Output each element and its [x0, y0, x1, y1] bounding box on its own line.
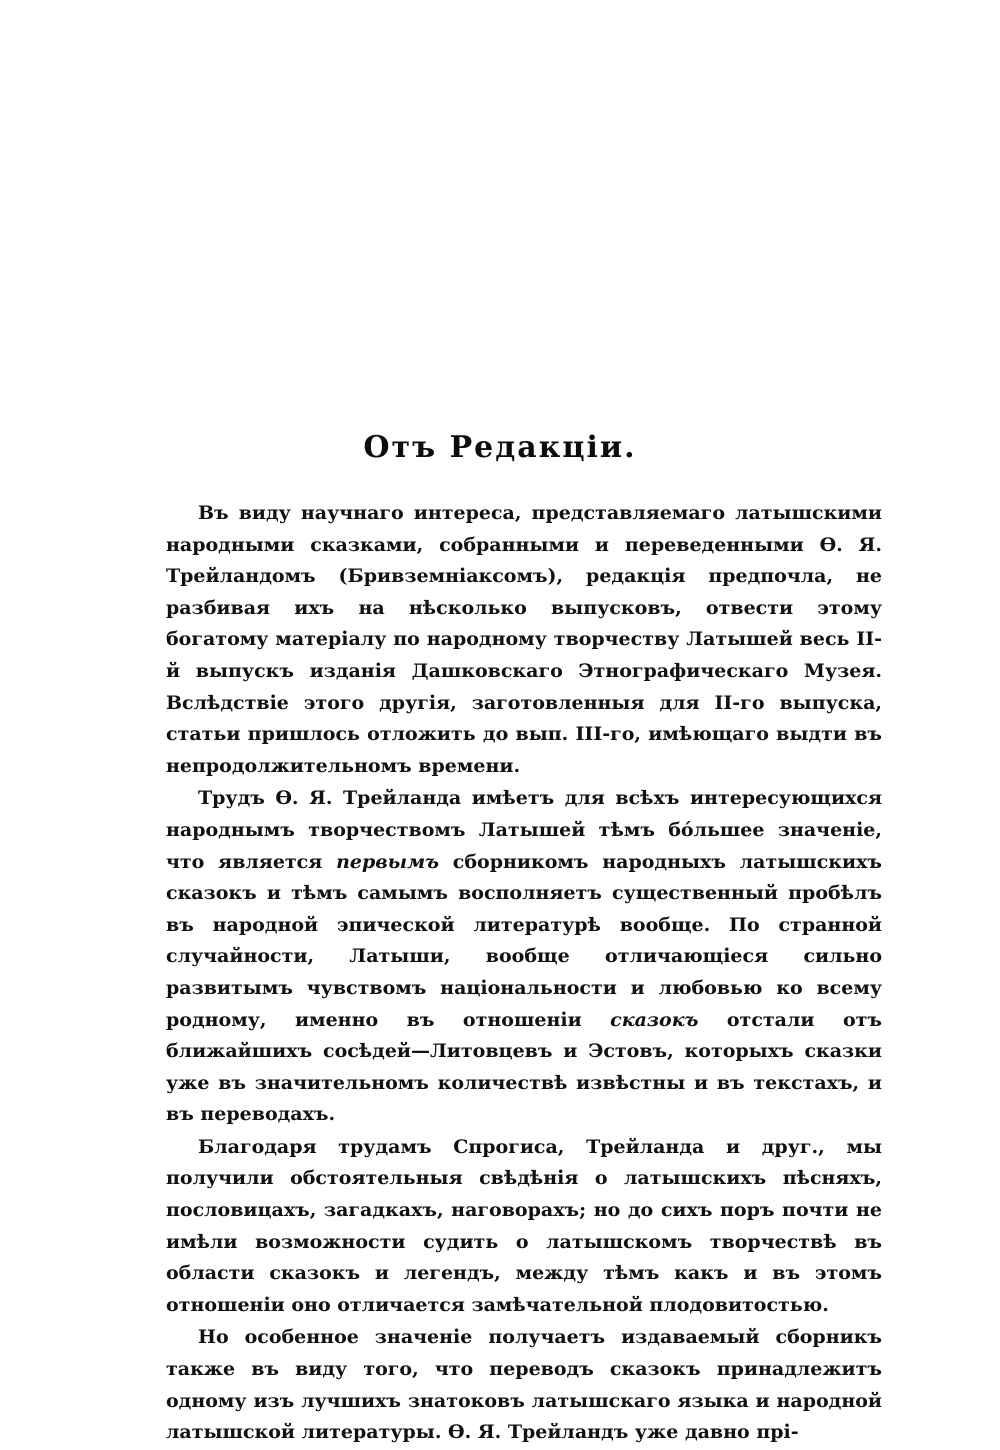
paragraph-2-text-a: Трудъ Ѳ. Я. Трейланда имѣетъ для всѣхъ интересующихся народнымъ творчествомъ Латышей тѣмъ бо́льшее значеніе, что является [166, 787, 882, 873]
italic-word-skazok: сказокъ [610, 1008, 699, 1031]
paragraph-4-text: Но особенное значеніе получаетъ издаваемый сборникъ также въ виду того, что переводъ сказокъ принадлежитъ одному изъ лучшихъ знатоковъ латышскаго языка и народной латышской литературы. Ѳ. Я. Трейландъ уже давно прі- [166, 1326, 882, 1444]
paragraph-1-text: Въ виду научнаго интереса, представляемаго латышскими народными сказками, собранными и переведенными Ѳ. Я. Трейландомъ (Бривземніаксомъ), редакція предпочла, не разбивая ихъ на нѣсколько выпусковъ, отвести этому богатому матеріалу по народному творчеству Латышей весь II-й выпускъ изданія Дашковскаго Этнографическаго Музея. Вслѣдствіе этого другія, заготовленныя для II-го выпуска, статьи пришлось отложить до вып. III-го, имѣющаго выдти въ непродолжительномъ времени. [166, 502, 882, 777]
paragraph-2-text-c: отстали отъ ближайшихъ сосѣдей—Литовцевъ и Эстовъ, которыхъ сказки уже въ значительномъ количествѣ извѣстны и въ текстахъ, и въ переводахъ. [166, 1008, 882, 1126]
paragraph-1 [166, 498, 882, 782]
paragraph-4 [166, 1322, 882, 1448]
paragraph-2-text-b: сборникомъ народныхъ латышскихъ сказокъ и тѣмъ самымъ восполняетъ существенный пробѣлъ въ народной эпической литературѣ вообще. По странной случайности, Латыши, вообще отличающіеся сильно развитымъ чувствомъ національности и любовью ко всему родному, именно въ отношеніи [166, 850, 882, 1031]
paragraph-2 [166, 783, 882, 1131]
body-text [166, 498, 882, 1450]
paragraph-3 [166, 1132, 882, 1322]
page-title: Отъ Редакціи. [363, 430, 637, 465]
italic-word-pervym: первымъ [336, 850, 439, 873]
paragraph-3-text: Благодаря трудамъ Спрогиса, Трейланда и друг., мы получили обстоятельныя свѣдѣнія о латышскихъ пѣсняхъ, пословицахъ, загадкахъ, наговорахъ; но до сихъ поръ почти не имѣли возможности судить о латышскомъ творчествѣ въ области сказокъ и легендъ, между тѣмъ какъ и въ этомъ отношеніи оно отличается замѣчательной плодовитостью. [166, 1135, 882, 1316]
